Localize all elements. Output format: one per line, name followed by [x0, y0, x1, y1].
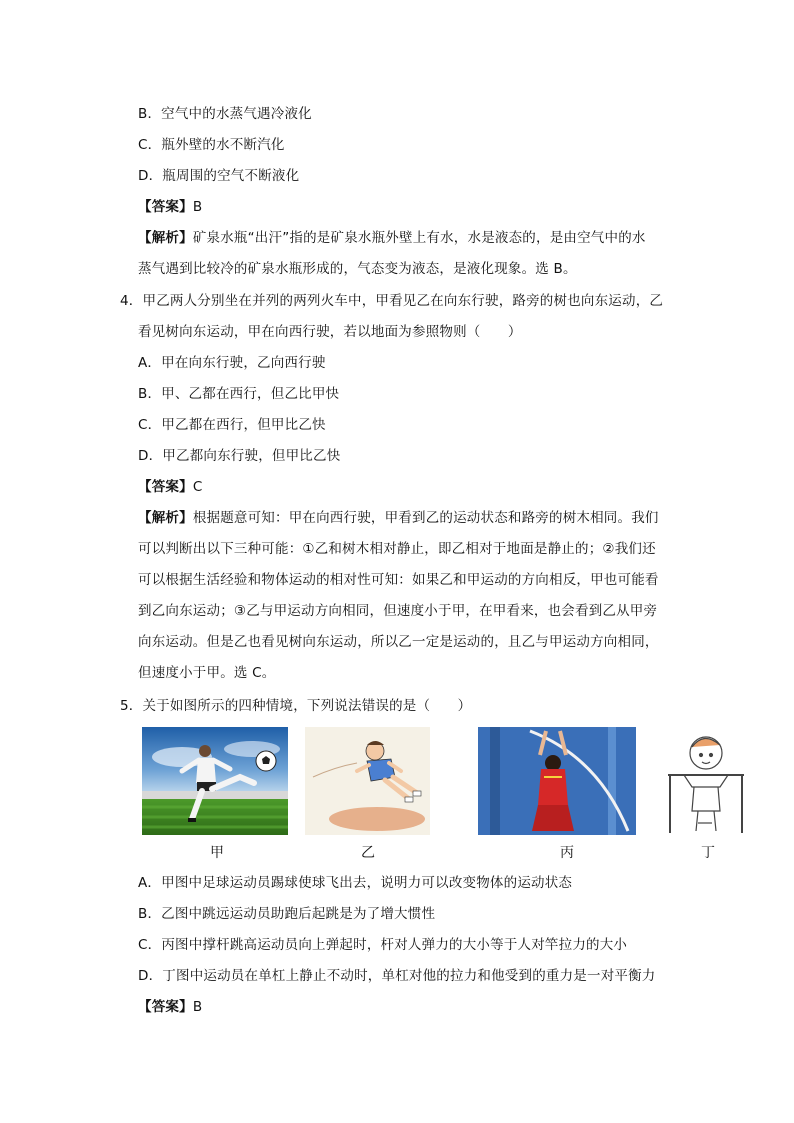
q4-option-b: B．甲、乙都在西行，但乙比甲快 — [138, 386, 340, 402]
answer-value: C — [192, 479, 203, 495]
answer-label: 【答案】 — [138, 999, 193, 1015]
q3-option-d: D．瓶周围的空气不断液化 — [138, 168, 300, 184]
q4-analysis-line-3: 可以根据生活经验和物体运动的相对性可知：如果乙和甲运动的方向相反，甲也可能看 — [138, 572, 659, 588]
q4-analysis-line-5: 向东运动。但是乙也看见树向东运动，所以乙一定是运动的，且乙与甲运动方向相同， — [138, 634, 659, 650]
q4-analysis-line-2: 可以判断出以下三种可能：①乙和树木相对静止，即乙相对于地面是静止的；②我们还 — [138, 541, 656, 557]
q5-option-d: D．丁图中运动员在单杠上静止不动时，单杠对他的拉力和他受到的重力是一对平衡力 — [138, 968, 656, 984]
q5-answer — [138, 997, 202, 1017]
caption-jia: 甲 — [210, 845, 224, 861]
answer-label: 【答案】 — [138, 479, 193, 495]
analysis-label: 【解析】 — [138, 230, 193, 246]
q4-analysis-line-4: 到乙向东运动；③乙与甲运动方向相同，但速度小于甲，在甲看来，也会看到乙从甲旁 — [138, 603, 658, 619]
q4-analysis-line-6: 但速度小于甲。选 C。 — [138, 665, 276, 681]
q4-option-d: D．甲乙都向东行驶，但甲比乙快 — [138, 448, 341, 464]
q4-stem-line-1: 4．甲乙两人分别坐在并列的两列火车中，甲看见乙在向东行驶，路旁的树也向东运动，乙 — [120, 293, 664, 309]
q3-answer — [138, 197, 202, 217]
soccer-ball-icon — [256, 751, 276, 771]
figure-soccer — [142, 727, 288, 835]
answer-value: B — [192, 199, 203, 215]
q3-option-b: B．空气中的水蒸气遇冷液化 — [138, 106, 312, 122]
q5-stem: 5．关于如图所示的四种情境，下列说法错误的是（ ） — [120, 698, 472, 714]
q5-option-c: C．丙图中撑杆跳高运动员向上弹起时，杆对人弹力的大小等于人对竿拉力的大小 — [138, 937, 628, 953]
q4-stem-line-2: 看见树向东运动，甲在向西行驶，若以地面为参照物则（ ） — [138, 324, 522, 340]
q3-analysis-line-2: 蒸气遇到比较冷的矿泉水瓶形成的，气态变为液态，是液化现象。选 B。 — [138, 261, 577, 277]
q4-option-c: C．甲乙都在西行，但甲比乙快 — [138, 417, 326, 433]
analysis-label: 【解析】 — [138, 510, 193, 526]
caption-yi: 乙 — [361, 845, 375, 861]
figure-horizontal-bar — [664, 727, 748, 835]
caption-ding: 丁 — [701, 845, 715, 861]
q4-option-a: A．甲在向东行驶，乙向西行驶 — [138, 355, 326, 371]
q5-option-b: B．乙图中跳远运动员助跑后起跳是为了增大惯性 — [138, 906, 436, 922]
figure-pole-vault — [478, 727, 636, 835]
q3-option-c: C．瓶外壁的水不断汽化 — [138, 137, 285, 153]
q3-analysis-line-1: 【解析】矿泉水瓶“出汗”指的是矿泉水瓶外壁上有水，水是液态的，是由空气中的水 — [138, 230, 646, 246]
answer-label: 【答案】 — [138, 199, 193, 215]
q5-option-a: A．甲图中足球运动员踢球使球飞出去，说明力可以改变物体的运动状态 — [138, 875, 573, 891]
q4-answer — [138, 477, 202, 497]
figure-long-jump — [305, 727, 430, 835]
q4-analysis-line-1: 【解析】根据题意可知：甲在向西行驶，甲看到乙的运动状态和路旁的树木相同。我们 — [138, 510, 659, 526]
caption-bing: 丙 — [560, 845, 574, 861]
answer-value: B — [192, 999, 203, 1015]
